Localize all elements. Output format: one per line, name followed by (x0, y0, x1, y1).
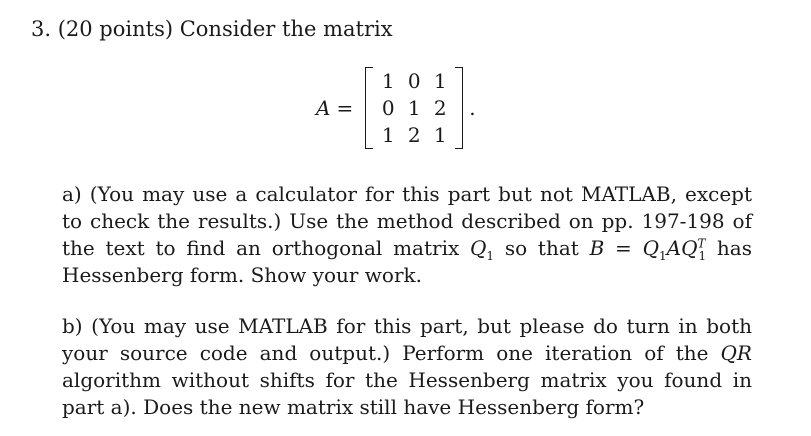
matrix-equals-sign: = (336, 96, 354, 120)
qt-symbol: Q (681, 236, 698, 260)
problem-heading: 3. (20 points) Consider the matrix (31, 17, 393, 41)
matrix-cell: 2 (433, 96, 447, 120)
part-b-text-2: algorithm without shifts for the Hessenberg matrix you found in part a). Does the new matrix still have Hessenberg form? (62, 368, 752, 419)
matrix-grid (373, 68, 455, 149)
matrix-equation (316, 66, 476, 150)
matrix-period: . (469, 96, 476, 120)
qr-symbol: QR (720, 341, 752, 365)
matrix-cell: 0 (407, 69, 421, 93)
part-a-paragraph (62, 181, 752, 289)
right-bracket (455, 67, 463, 149)
matrix-cell: 1 (407, 96, 421, 120)
part-b-paragraph (62, 313, 752, 421)
matrix-cell: 1 (433, 123, 447, 147)
left-bracket (365, 67, 373, 149)
equals-symbol: = (604, 236, 643, 260)
b-symbol: B (589, 236, 605, 260)
qt-superscript: T (697, 236, 706, 251)
matrix-cell: 1 (381, 123, 395, 147)
qt-subscript: 1 (698, 249, 707, 263)
part-a-text-3: has Hessenberg form. Show your work. (62, 236, 752, 287)
part-b-text-1: b) (You may use MATLAB for this part, but please do turn in both your source code and output.) Perform one iteration of the (62, 314, 752, 365)
matrix-cell: 1 (381, 69, 395, 93)
q1-symbol: Q (470, 236, 487, 260)
q-subscript: 1 (658, 249, 667, 263)
matrix-name: A (316, 96, 331, 120)
matrix-cell: 1 (433, 69, 447, 93)
a-symbol: A (666, 236, 682, 260)
matrix-cell: 2 (407, 123, 421, 147)
part-a-text-2: so that (494, 236, 590, 260)
matrix-cell: 0 (381, 96, 395, 120)
matrix-body (365, 66, 463, 150)
q1-subscript: 1 (486, 249, 495, 263)
part-a-text-1: a) (You may use a calculator for this part but not MATLAB, except to check the results.) Use the method described on pp. 197-198 of the text to find an orthogonal matrix (62, 182, 752, 260)
q-symbol: Q (642, 236, 659, 260)
